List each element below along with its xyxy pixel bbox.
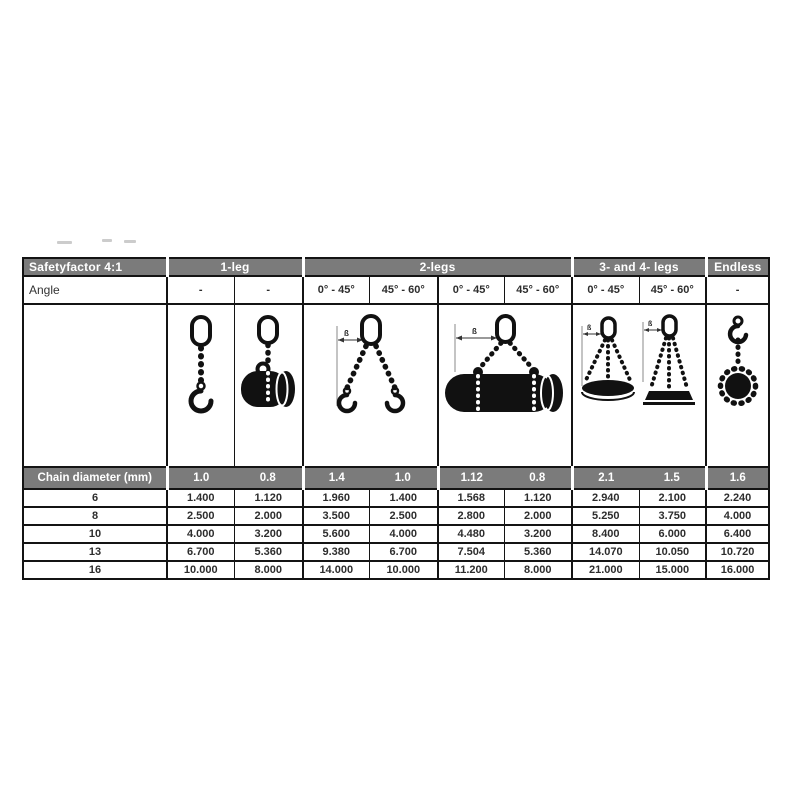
- section-2-legs: 2-legs: [303, 258, 572, 276]
- two-leg-choked-pipe-icon: [438, 304, 572, 467]
- capacity-cell: 11.200: [438, 561, 504, 579]
- capacity-cell: 10.000: [369, 561, 438, 579]
- capacity-cell: 2.940: [572, 489, 639, 507]
- capacity-cell: 1.568: [438, 489, 504, 507]
- capacity-cell: 2.100: [639, 489, 706, 507]
- diameter-cell: 6: [23, 489, 167, 507]
- capacity-cell: 9.380: [303, 543, 369, 561]
- diameter-cell: 8: [23, 507, 167, 525]
- capacity-cell: 2.000: [234, 507, 303, 525]
- table-row: [23, 525, 769, 543]
- capacity-cell: 14.070: [572, 543, 639, 561]
- capacity-cell: 3.200: [504, 525, 572, 543]
- capacity-cell: 15.000: [639, 561, 706, 579]
- capacity-cell: 21.000: [572, 561, 639, 579]
- capacity-cell: 1.400: [167, 489, 234, 507]
- table-row: [23, 543, 769, 561]
- angle-symbol: ß: [343, 329, 349, 338]
- capacity-cell: 5.600: [303, 525, 369, 543]
- capacity-cell: 1.120: [504, 489, 572, 507]
- angle-symbol: ß: [648, 321, 653, 328]
- illustration-empty-cell: [23, 304, 167, 467]
- scan-artifact: [102, 239, 112, 242]
- capacity-cell: 6.000: [639, 525, 706, 543]
- capacity-cell: 6.400: [706, 525, 769, 543]
- angle-label: Angle: [23, 276, 167, 304]
- capacity-cell: 2.800: [438, 507, 504, 525]
- capacity-cell: 3.750: [639, 507, 706, 525]
- load-factor-cell: 1.4: [303, 467, 369, 489]
- angle-cell: 45° - 60°: [504, 276, 572, 304]
- diameter-cell: 13: [23, 543, 167, 561]
- angle-cell: -: [234, 276, 303, 304]
- angle-cell: -: [167, 276, 234, 304]
- capacity-cell: 5.360: [234, 543, 303, 561]
- endless-chain-loop-icon: [706, 304, 769, 467]
- load-factor-cell: 1.6: [706, 467, 769, 489]
- capacity-cell: 2.000: [504, 507, 572, 525]
- scan-artifact: [124, 240, 136, 243]
- diameter-cell: 10: [23, 525, 167, 543]
- angle-cell: 45° - 60°: [639, 276, 706, 304]
- angle-row: [23, 276, 769, 304]
- load-factor-cell: 1.0: [369, 467, 438, 489]
- angle-symbol: ß: [472, 327, 477, 336]
- table-row: [23, 561, 769, 579]
- capacity-cell: 1.400: [369, 489, 438, 507]
- capacity-cell: 1.120: [234, 489, 303, 507]
- capacity-cell: 4.000: [167, 525, 234, 543]
- single-leg-chain-hook-icon: [167, 304, 234, 467]
- capacity-cell: 14.000: [303, 561, 369, 579]
- capacity-cell: 8.000: [234, 561, 303, 579]
- capacity-cell: 10.720: [706, 543, 769, 561]
- three-four-leg-disc-icon: [572, 304, 706, 467]
- section-3-4-legs: 3- and 4- legs: [572, 258, 706, 276]
- chain-sling-capacity-table: [22, 257, 770, 580]
- capacity-cell: 8.000: [504, 561, 572, 579]
- load-factor-row: [23, 467, 769, 489]
- angle-cell: -: [706, 276, 769, 304]
- angle-cell: 0° - 45°: [303, 276, 369, 304]
- load-factor-cell: 2.1: [572, 467, 639, 489]
- single-leg-choked-drum-icon: [234, 304, 303, 467]
- capacity-cell: 6.700: [369, 543, 438, 561]
- capacity-cell: 2.500: [167, 507, 234, 525]
- load-factor-cell: 0.8: [234, 467, 303, 489]
- scan-artifact: [57, 241, 72, 244]
- table-row: [23, 507, 769, 525]
- capacity-cell: 7.504: [438, 543, 504, 561]
- capacity-cell: 6.700: [167, 543, 234, 561]
- two-leg-chain-hooks-icon: [303, 304, 438, 467]
- diameter-cell: 16: [23, 561, 167, 579]
- capacity-cell: 1.960: [303, 489, 369, 507]
- section-endless: Endless: [706, 258, 769, 276]
- capacity-cell: 4.480: [438, 525, 504, 543]
- capacity-cell: 10.000: [167, 561, 234, 579]
- section-1-leg: 1-leg: [167, 258, 303, 276]
- angle-symbol: ß: [587, 325, 592, 332]
- capacity-cell: 4.000: [706, 507, 769, 525]
- capacity-cell: 10.050: [639, 543, 706, 561]
- load-factor-cell: 1.5: [639, 467, 706, 489]
- capacity-cell: 3.500: [303, 507, 369, 525]
- illustration-row: [23, 304, 769, 467]
- table-row: [23, 489, 769, 507]
- load-factor-cell: 1.0: [167, 467, 234, 489]
- capacity-cell: 3.200: [234, 525, 303, 543]
- load-factor-cell: 0.8: [504, 467, 572, 489]
- capacity-cell: 2.240: [706, 489, 769, 507]
- load-factor-cell: 1.12: [438, 467, 504, 489]
- angle-cell: 0° - 45°: [438, 276, 504, 304]
- section-header-row: [23, 258, 769, 276]
- capacity-cell: 5.250: [572, 507, 639, 525]
- safety-factor-label: Safetyfactor 4:1: [23, 258, 167, 276]
- capacity-cell: 2.500: [369, 507, 438, 525]
- capacity-cell: 8.400: [572, 525, 639, 543]
- chain-diameter-label: Chain diameter (mm): [23, 467, 167, 489]
- angle-cell: 45° - 60°: [369, 276, 438, 304]
- angle-cell: 0° - 45°: [572, 276, 639, 304]
- capacity-cell: 4.000: [369, 525, 438, 543]
- capacity-cell: 16.000: [706, 561, 769, 579]
- capacity-cell: 5.360: [504, 543, 572, 561]
